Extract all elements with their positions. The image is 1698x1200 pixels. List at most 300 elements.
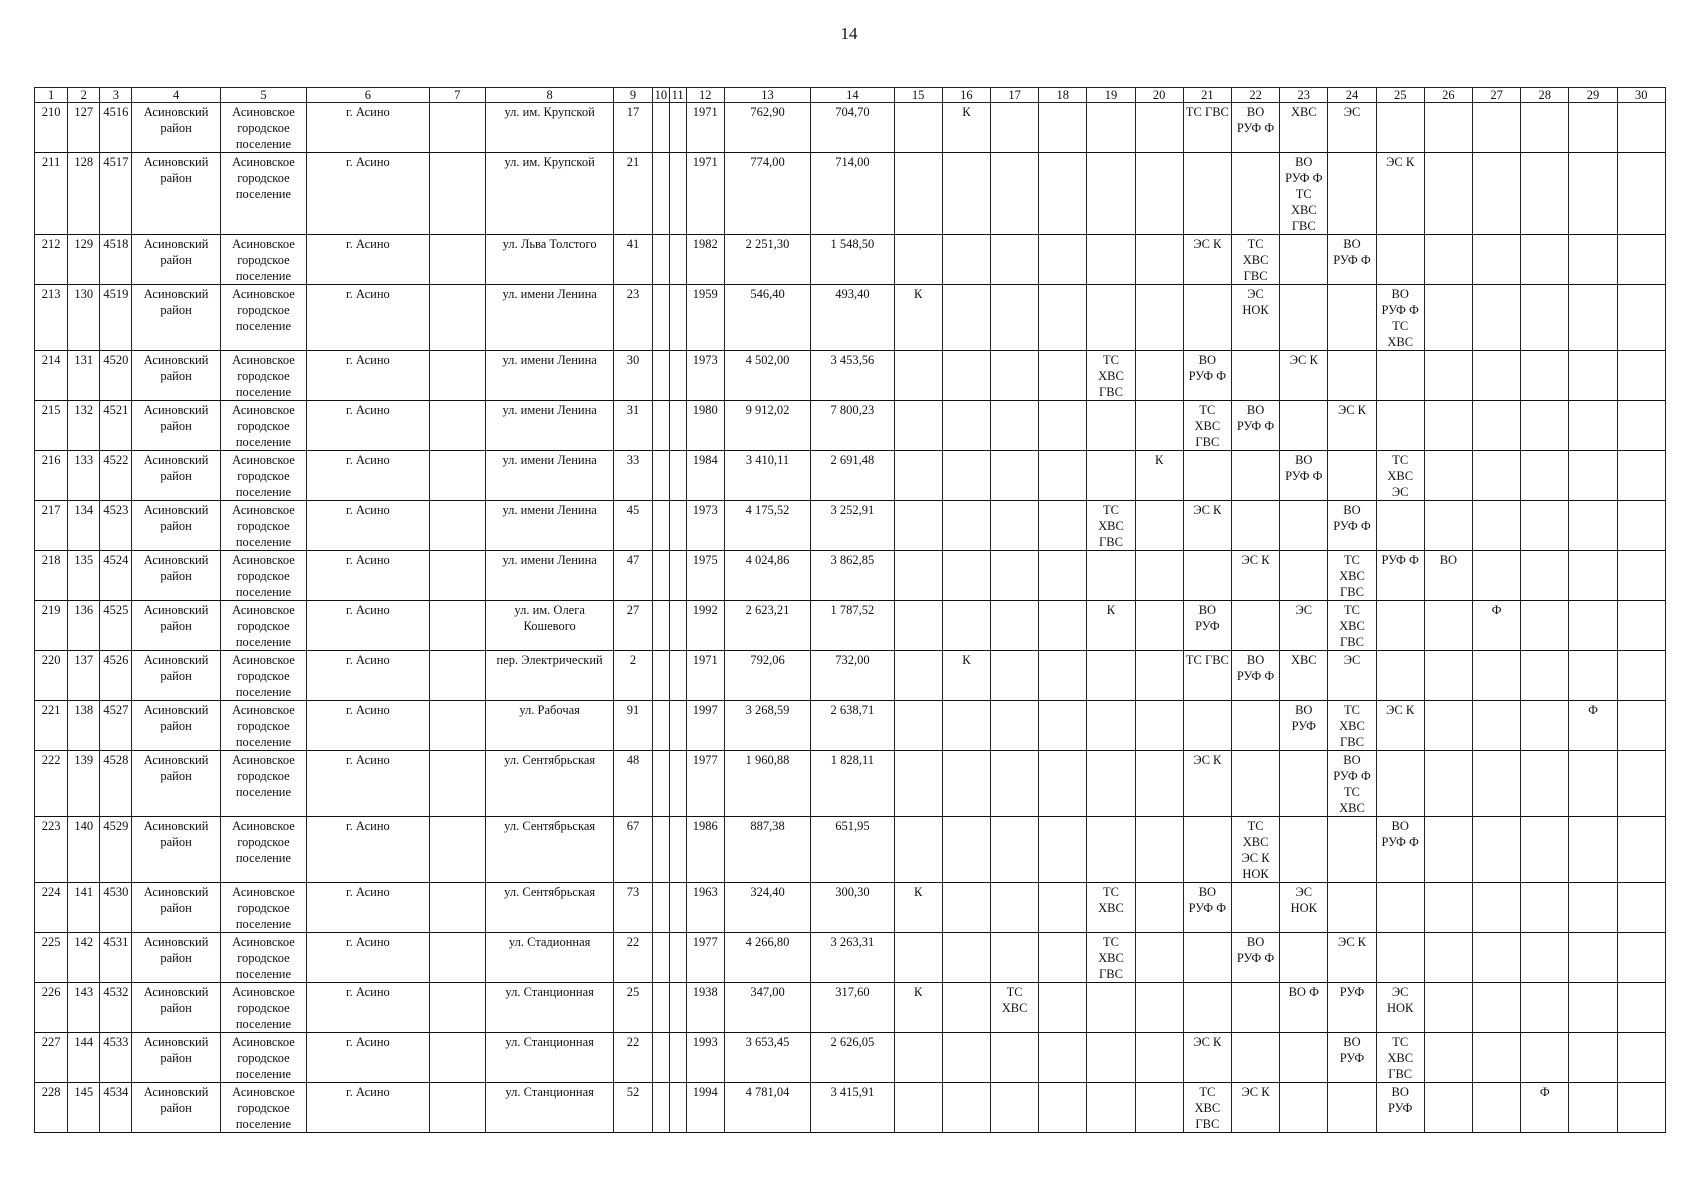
table-cell — [652, 551, 669, 601]
table-cell — [429, 451, 485, 501]
table-cell: Асиновский район — [132, 153, 220, 235]
table-cell: ТС ГВС — [1183, 103, 1231, 153]
table-cell — [990, 501, 1038, 551]
table-cell: 1977 — [686, 751, 724, 817]
column-header: 27 — [1473, 88, 1521, 103]
table-cell: ТС ХВС ЭС К НОК — [1231, 817, 1279, 883]
table-cell: РУФ Ф — [1376, 551, 1424, 601]
column-header: 6 — [307, 88, 430, 103]
table-cell: Асиновский район — [132, 501, 220, 551]
table-cell: 132 — [68, 401, 100, 451]
table-cell — [669, 285, 686, 351]
table-cell — [429, 1033, 485, 1083]
table-cell — [990, 235, 1038, 285]
table-cell — [942, 351, 990, 401]
table-cell — [942, 883, 990, 933]
table-cell — [1424, 451, 1472, 501]
table-cell: 67 — [614, 817, 652, 883]
table-cell — [894, 817, 942, 883]
table-cell — [1280, 1033, 1328, 1083]
table-cell: ТС ГВС — [1183, 651, 1231, 701]
table-cell: г. Асино — [307, 401, 430, 451]
table-cell: 225 — [35, 933, 68, 983]
table-cell — [1424, 601, 1472, 651]
table-cell: 4519 — [100, 285, 132, 351]
table-cell: ул. им. Олега Кошевого — [485, 601, 614, 651]
table-row — [35, 1083, 1666, 1133]
table-cell: 224 — [35, 883, 68, 933]
table-cell — [669, 351, 686, 401]
table-cell: 226 — [35, 983, 68, 1033]
table-cell — [429, 933, 485, 983]
table-cell — [1521, 651, 1569, 701]
table-cell — [942, 751, 990, 817]
table-cell — [1135, 817, 1183, 883]
table-cell — [894, 701, 942, 751]
table-cell — [1424, 401, 1472, 451]
table-cell — [1424, 1083, 1472, 1133]
table-cell: Асиновское городское поселение — [220, 1033, 306, 1083]
table-cell — [1473, 351, 1521, 401]
table-cell — [652, 883, 669, 933]
table-cell: 546,40 — [724, 285, 810, 351]
table-cell: ВО РУФ Ф — [1183, 351, 1231, 401]
table-cell: г. Асино — [307, 817, 430, 883]
table-cell — [1473, 1033, 1521, 1083]
column-header: 17 — [990, 88, 1038, 103]
table-cell: 4524 — [100, 551, 132, 601]
table-cell — [1183, 983, 1231, 1033]
table-cell — [1473, 651, 1521, 701]
table-cell: Асиновский район — [132, 285, 220, 351]
table-cell: 23 — [614, 285, 652, 351]
table-cell — [669, 103, 686, 153]
table-cell: ЭС К — [1183, 1033, 1231, 1083]
table-cell: ул. им. Крупской — [485, 153, 614, 235]
table-cell: ЭС К — [1328, 933, 1376, 983]
table-cell: г. Асино — [307, 1033, 430, 1083]
table-cell — [1231, 883, 1279, 933]
table-cell: ХВС — [1280, 651, 1328, 701]
table-cell — [1569, 401, 1617, 451]
table-cell — [1569, 1033, 1617, 1083]
table-cell — [1569, 883, 1617, 933]
table-cell — [652, 701, 669, 751]
table-cell: 22 — [614, 933, 652, 983]
table-cell — [990, 1083, 1038, 1133]
table-cell: 140 — [68, 817, 100, 883]
table-cell — [942, 701, 990, 751]
table-cell — [652, 651, 669, 701]
column-header: 24 — [1328, 88, 1376, 103]
table-cell — [1135, 1083, 1183, 1133]
table-cell — [1039, 601, 1087, 651]
table-cell — [1569, 501, 1617, 551]
table-cell: Асиновский район — [132, 983, 220, 1033]
table-cell — [942, 501, 990, 551]
table-cell: ВО РУФ Ф — [1231, 103, 1279, 153]
table-cell — [1376, 651, 1424, 701]
table-cell — [1617, 933, 1665, 983]
table-cell: Асиновское городское поселение — [220, 933, 306, 983]
table-cell: 145 — [68, 1083, 100, 1133]
table-cell — [1473, 701, 1521, 751]
table-cell — [1424, 351, 1472, 401]
table-row — [35, 103, 1666, 153]
table-cell: 216 — [35, 451, 68, 501]
table-cell — [1424, 103, 1472, 153]
table-cell: К — [1087, 601, 1135, 651]
table-cell — [990, 153, 1038, 235]
table-cell — [1424, 883, 1472, 933]
table-cell: ЭС К — [1328, 401, 1376, 451]
table-cell — [429, 701, 485, 751]
table-cell — [1231, 153, 1279, 235]
table-cell: Асиновское городское поселение — [220, 817, 306, 883]
table-cell: 1982 — [686, 235, 724, 285]
table-cell — [1521, 103, 1569, 153]
table-cell: 137 — [68, 651, 100, 701]
table-cell — [1135, 551, 1183, 601]
table-cell — [1521, 401, 1569, 451]
table-cell: 732,00 — [811, 651, 894, 701]
table-cell: 212 — [35, 235, 68, 285]
table-cell — [1376, 401, 1424, 451]
table-cell — [942, 933, 990, 983]
table-cell — [1328, 285, 1376, 351]
table-cell: ТС ХВС ГВС — [1087, 933, 1135, 983]
table-cell: 214 — [35, 351, 68, 401]
table-cell — [1424, 933, 1472, 983]
table-cell: 9 912,02 — [724, 401, 810, 451]
table-cell: ЭС — [1280, 601, 1328, 651]
table-cell — [652, 451, 669, 501]
table-cell — [1039, 933, 1087, 983]
table-cell — [1135, 601, 1183, 651]
table-cell — [1280, 817, 1328, 883]
table-cell: 133 — [68, 451, 100, 501]
table-cell: 27 — [614, 601, 652, 651]
table-cell — [1087, 1083, 1135, 1133]
table-cell — [669, 551, 686, 601]
table-cell — [1135, 235, 1183, 285]
table-cell — [942, 401, 990, 451]
table-cell: 30 — [614, 351, 652, 401]
table-row — [35, 501, 1666, 551]
table-row — [35, 1033, 1666, 1083]
table-cell: ВО РУФ Ф — [1328, 235, 1376, 285]
table-cell: ЭС К — [1280, 351, 1328, 401]
table-row — [35, 153, 1666, 235]
table-cell: 324,40 — [724, 883, 810, 933]
table-cell: 213 — [35, 285, 68, 351]
table-cell: 25 — [614, 983, 652, 1033]
table-cell: 215 — [35, 401, 68, 451]
table-cell — [652, 285, 669, 351]
table-cell — [1039, 551, 1087, 601]
table-cell — [942, 235, 990, 285]
header-row — [35, 88, 1666, 103]
table-cell: 91 — [614, 701, 652, 751]
table-cell: ТС ХВС — [1087, 883, 1135, 933]
table-cell: 4530 — [100, 883, 132, 933]
table-cell — [1569, 551, 1617, 601]
table-cell — [1039, 351, 1087, 401]
table-cell — [1473, 751, 1521, 817]
table-cell — [669, 601, 686, 651]
table-cell: Ф — [1569, 701, 1617, 751]
table-cell — [894, 401, 942, 451]
column-header: 25 — [1376, 88, 1424, 103]
table-cell: ЭС К — [1376, 153, 1424, 235]
table-cell: Асиновское городское поселение — [220, 153, 306, 235]
table-cell — [1280, 751, 1328, 817]
table-cell: 129 — [68, 235, 100, 285]
table-cell — [1135, 1033, 1183, 1083]
table-cell: ул. Станционная — [485, 983, 614, 1033]
table-cell: 1986 — [686, 817, 724, 883]
table-cell: 128 — [68, 153, 100, 235]
table-cell — [1521, 153, 1569, 235]
table-row — [35, 651, 1666, 701]
table-cell: 4532 — [100, 983, 132, 1033]
table-cell — [669, 701, 686, 751]
column-header: 23 — [1280, 88, 1328, 103]
table-cell: 4521 — [100, 401, 132, 451]
table-cell — [652, 401, 669, 451]
table-cell — [1473, 883, 1521, 933]
table-cell: Ф — [1473, 601, 1521, 651]
table-cell — [669, 1033, 686, 1083]
table-cell — [1280, 933, 1328, 983]
table-cell — [990, 701, 1038, 751]
table-cell: ЭС НОК — [1231, 285, 1279, 351]
table-cell: 3 252,91 — [811, 501, 894, 551]
table-cell — [990, 401, 1038, 451]
table-cell: 4523 — [100, 501, 132, 551]
table-cell: ВО РУФ Ф ТС ХВС ГВС — [1280, 153, 1328, 235]
table-cell — [1231, 983, 1279, 1033]
table-cell: г. Асино — [307, 933, 430, 983]
table-cell — [894, 451, 942, 501]
table-cell — [1617, 1033, 1665, 1083]
table-cell: ВО РУФ Ф — [1376, 817, 1424, 883]
table-cell: 31 — [614, 401, 652, 451]
table-cell: 3 453,56 — [811, 351, 894, 401]
table-cell — [429, 601, 485, 651]
table-cell — [1617, 451, 1665, 501]
table-cell: Асиновский район — [132, 701, 220, 751]
table-cell: 228 — [35, 1083, 68, 1133]
table-cell — [669, 1083, 686, 1133]
table-cell — [1328, 817, 1376, 883]
table-cell — [429, 103, 485, 153]
table-cell: 3 263,31 — [811, 933, 894, 983]
table-cell — [1521, 751, 1569, 817]
table-cell — [942, 551, 990, 601]
table-cell: 4520 — [100, 351, 132, 401]
table-cell — [1569, 153, 1617, 235]
table-cell — [652, 1033, 669, 1083]
table-cell: Асиновское городское поселение — [220, 285, 306, 351]
table-cell — [429, 1083, 485, 1133]
table-cell: 22 — [614, 1033, 652, 1083]
table-cell: 138 — [68, 701, 100, 751]
table-cell: 220 — [35, 651, 68, 701]
table-cell — [1087, 1033, 1135, 1083]
table-cell — [1039, 501, 1087, 551]
table-cell: ТС ХВС ГВС — [1183, 401, 1231, 451]
column-header: 1 — [35, 88, 68, 103]
table-cell: ВО РУФ Ф — [1231, 651, 1279, 701]
table-cell — [1521, 235, 1569, 285]
table-cell: 1971 — [686, 153, 724, 235]
table-cell — [1617, 883, 1665, 933]
table-cell: 141 — [68, 883, 100, 933]
table-cell — [1473, 285, 1521, 351]
column-header: 21 — [1183, 88, 1231, 103]
table-cell — [669, 751, 686, 817]
table-cell: 210 — [35, 103, 68, 153]
table-row — [35, 601, 1666, 651]
table-cell: Асиновское городское поселение — [220, 103, 306, 153]
table-cell — [1617, 601, 1665, 651]
table-cell: 1992 — [686, 601, 724, 651]
table-body — [35, 103, 1666, 1133]
table-cell: 143 — [68, 983, 100, 1033]
table-cell: ЭС — [1328, 103, 1376, 153]
table-cell — [1087, 401, 1135, 451]
table-cell — [1280, 1083, 1328, 1133]
table-cell: Асиновский район — [132, 103, 220, 153]
column-header: 18 — [1039, 88, 1087, 103]
table-cell: 2 623,21 — [724, 601, 810, 651]
table-cell — [1087, 103, 1135, 153]
table-cell — [990, 601, 1038, 651]
table-cell — [1521, 701, 1569, 751]
column-header: 4 — [132, 88, 220, 103]
table-row — [35, 983, 1666, 1033]
table-cell: г. Асино — [307, 701, 430, 751]
table-cell: Асиновское городское поселение — [220, 751, 306, 817]
register-table — [34, 87, 1666, 1133]
table-cell — [1231, 1033, 1279, 1083]
table-cell — [1424, 651, 1472, 701]
table-cell — [652, 501, 669, 551]
table-cell — [1569, 601, 1617, 651]
table-cell: ул. имени Ленина — [485, 551, 614, 601]
table-cell: Асиновский район — [132, 817, 220, 883]
table-cell: 3 410,11 — [724, 451, 810, 501]
table-row — [35, 751, 1666, 817]
table-cell — [1424, 285, 1472, 351]
table-cell — [1376, 235, 1424, 285]
table-cell — [1135, 153, 1183, 235]
table-cell: ТС ХВС ГВС — [1328, 601, 1376, 651]
table-cell — [894, 751, 942, 817]
table-cell — [1473, 103, 1521, 153]
table-cell: 3 268,59 — [724, 701, 810, 751]
table-cell — [990, 1033, 1038, 1083]
table-cell: 651,95 — [811, 817, 894, 883]
table-cell — [1376, 883, 1424, 933]
table-cell: 4525 — [100, 601, 132, 651]
table-cell — [1280, 235, 1328, 285]
table-cell: ул. Льва Толстого — [485, 235, 614, 285]
table-cell: Асиновское городское поселение — [220, 883, 306, 933]
table-cell — [942, 1033, 990, 1083]
table-cell: ул. имени Ленина — [485, 351, 614, 401]
table-cell: 1 787,52 — [811, 601, 894, 651]
table-cell — [990, 285, 1038, 351]
table-cell — [1376, 933, 1424, 983]
table-cell — [1424, 701, 1472, 751]
table-row — [35, 451, 1666, 501]
table-cell — [1473, 235, 1521, 285]
table-cell: 493,40 — [811, 285, 894, 351]
table-cell: 21 — [614, 153, 652, 235]
table-cell: 130 — [68, 285, 100, 351]
table-cell — [1280, 401, 1328, 451]
table-cell — [1521, 983, 1569, 1033]
table-cell: 317,60 — [811, 983, 894, 1033]
table-cell — [1183, 933, 1231, 983]
table-cell — [652, 235, 669, 285]
table-cell — [429, 235, 485, 285]
table-cell: ТС ХВС ГВС — [1328, 701, 1376, 751]
table-cell: ТС ХВС ГВС — [1231, 235, 1279, 285]
column-header: 11 — [669, 88, 686, 103]
table-cell — [1424, 501, 1472, 551]
table-cell — [429, 351, 485, 401]
table-cell — [1039, 701, 1087, 751]
table-cell: ЭС К — [1231, 1083, 1279, 1133]
column-header: 19 — [1087, 88, 1135, 103]
table-cell — [990, 651, 1038, 701]
table-cell: 1980 — [686, 401, 724, 451]
table-cell — [1039, 983, 1087, 1033]
table-row — [35, 401, 1666, 451]
column-header: 8 — [485, 88, 614, 103]
table-cell: К — [1135, 451, 1183, 501]
table-cell — [1521, 601, 1569, 651]
table-cell — [1569, 103, 1617, 153]
table-cell: ВО РУФ — [1183, 601, 1231, 651]
table-cell: К — [942, 103, 990, 153]
table-cell: ВО РУФ — [1280, 701, 1328, 751]
table-cell: К — [894, 983, 942, 1033]
table-cell: Асиновское городское поселение — [220, 501, 306, 551]
table-cell: 4516 — [100, 103, 132, 153]
table-cell — [669, 401, 686, 451]
table-row — [35, 351, 1666, 401]
column-header: 16 — [942, 88, 990, 103]
table-cell: ХВС — [1280, 103, 1328, 153]
table-cell: 4531 — [100, 933, 132, 983]
table-cell — [669, 153, 686, 235]
table-cell — [429, 651, 485, 701]
table-cell: Асиновское городское поселение — [220, 551, 306, 601]
table-cell — [652, 103, 669, 153]
table-cell — [1135, 401, 1183, 451]
table-cell — [652, 933, 669, 983]
table-cell: ВО Ф — [1280, 983, 1328, 1033]
table-cell — [1039, 451, 1087, 501]
table-cell — [1135, 933, 1183, 983]
table-cell: ТС ХВС ГВС — [1376, 1033, 1424, 1083]
table-cell — [1521, 451, 1569, 501]
table-cell — [1569, 817, 1617, 883]
